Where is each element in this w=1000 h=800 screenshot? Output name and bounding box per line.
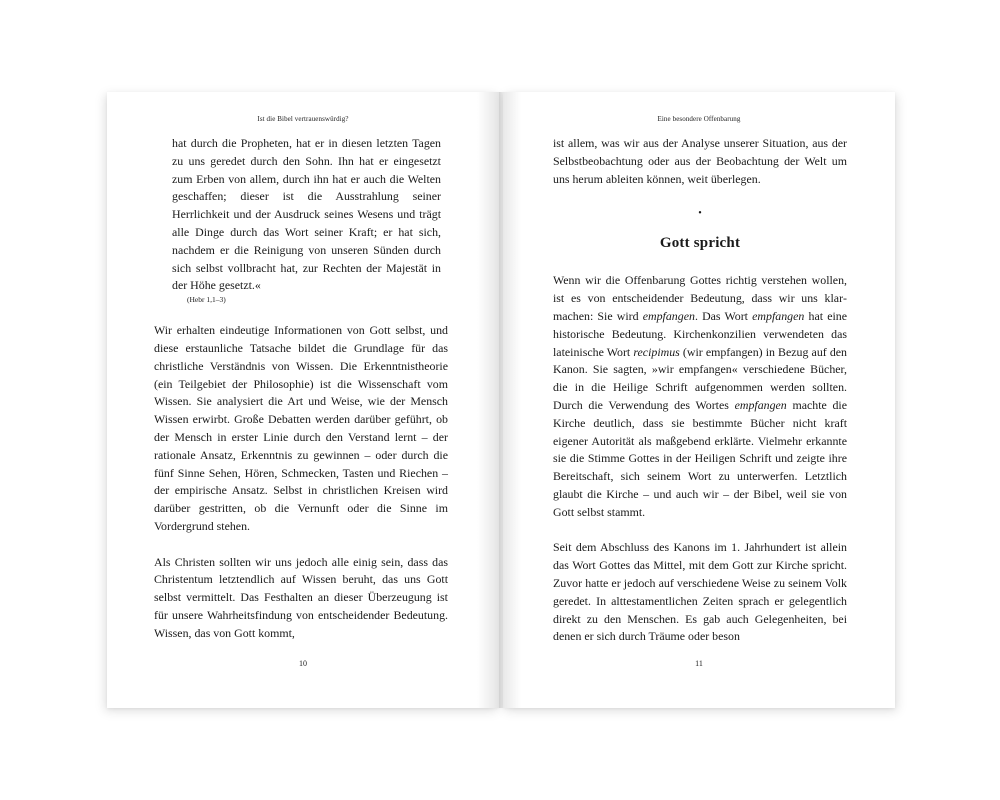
emphasis-empfangen: empfangen [642,308,695,323]
section-heading: Gott spricht [659,235,741,252]
emphasis-empfangen: empfangen [752,308,805,323]
page-number-left: 10 [299,659,307,668]
paragraph-canon: Seit dem Abschluss des Kanons im 1. Jahrhundert ist allein das Wort Gottes das Mittel, mit dem Gott zur Kirche spricht. Zuvor hatte er jedoch auf verschiedene Weise zu seinem Volk geredet. In alttestamentlichen Zeiten sprach er gelegentlich direkt zu den Menschen. Es gab auch Gelegenheiten, bei denen er sich durch Träume oder beson [553,540,847,644]
running-head-right: Eine besondere Offenbarung [657,115,741,123]
paragraph-continuation: ist allem, was wir aus der Analyse unserer Situation, aus der Selbstbeobachtung oder aus der Beobachtung der Welt um uns herum ableiten können, weit überlegen. [553,136,847,186]
text-run: hat eine historische Bedeutung. Kirchenkonzilien verwendeten das lateinische Wort [553,308,847,359]
right-page-body [553,135,847,646]
text-run: Wenn wir die Offenbarung Gottes richtig verstehen wollen, ist es von entscheidender Bedeutung, dass wir uns klarmachen: Sie wird [553,273,847,323]
emphasis-empfangen: empfangen [734,397,787,412]
right-page [503,92,895,708]
text-run: . Das Wort [694,308,753,323]
paragraph-knowledge: Wir erhalten eindeutige Informationen von Gott selbst, und diese erstaunliche Tatsache bildet die Grundlage für das christliche Verständnis von Wissen. Die Erkenntnistheorie (ein Teilgebiet der Philosophie) ist die Wissenschaft vom Wissen. Sie analysiert die Art und Weise, wie der Mensch Wissen erwirbt. Große Debatten werden darüber geführt, ob der Mensch in erster Linie durch den Verstand lernt – der rationale Ansatz, Erkenntnis zu gewinnen – oder durch die fünf Sinne Sehen, Hören, Schmecken, Tasten und Riechen – der empirische Ansatz. Selbst in christlichen Kreisen wird darüber gestritten, ob die Vernunft oder die Sinne im Vordergrund stehen. [154,323,448,533]
left-page [107,92,499,708]
paragraph-revelation [553,272,847,521]
emphasis-recipimus: recipimus [633,344,680,359]
text-run: machte die Kirche deutlich, dass sie bestimmte Bücher nicht kraft eigener Autorität als maßgebend erklärte. Vielmehr erkannte sie die Stimme Gottes in der Heiligen Schrift und zeigte ihre Bereitschaft, sich seinem Wort zu unterwerfen. Letztlich glaubt die Kirche – und auch wir – der Bibel, weil sie von Gott selbst stammt. [553,397,847,519]
section-separator-bullet: • [698,208,702,220]
scripture-quote [172,135,441,306]
quote-text: hat durch die Propheten, hat er in diesen letzten Tagen zu uns geredet durch den Sohn. Ihn hat er eingesetzt zum Erben von allem, durch ihn hat er auch die Welten geschaffen; dieser ist die Ausstrahlung seiner Herrlichkeit und der Ausdruck seines Wesens und trägt alle Dinge durch das Wort seiner Kraft; er hat sich, nachdem er die Reinigung von unseren Sünden durch sich selbst vollbracht hat, zur Rechten der Majestät in der Höhe gesetzt.« [172,136,441,293]
book-spread [107,92,895,708]
paragraph-christians: Als Christen sollten wir uns jedoch alle einig sein, dass das Christentum letztendlich auf Wissen beruht, das uns Gott selbst vermittelt. Das Festhalten an dieser Überzeugung ist für unsere Wahrheitsfindung von entscheidender Bedeutung. Wissen, das von Gott kommt, [154,554,448,640]
running-head-left: Ist die Bibel vertrauenswürdig? [257,115,349,123]
quote-citation: (Hebr 1,1–3) [187,295,226,305]
text-run: (wir empfangen) in Bezug auf den Kanon. Sie sagten, »wir empfangen« verschiedene Bücher, die in die Heilige Schrift aufgenommen werden sollten. Durch die Verwendung des Wortes [553,344,847,412]
page-number-right: 11 [695,659,703,668]
left-page-body [154,135,448,643]
